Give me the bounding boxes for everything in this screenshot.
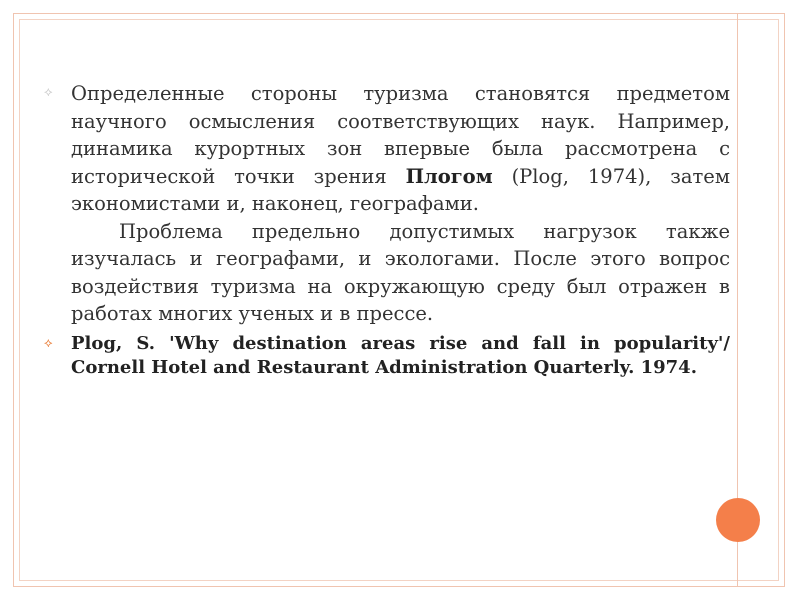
paragraph-2: Проблема предельно допустимых нагрузок также изучалась и географами, и экологами. После этого вопрос воздействия туризма на окружающую среду был отражен в работах многих ученых и в прессе. bbox=[71, 219, 730, 325]
paragraph-1 bbox=[71, 80, 730, 218]
accent-circle bbox=[716, 498, 760, 542]
paragraph-1-after-bold: (Plog, 1974), затем экономистами и, наконец, географами. bbox=[71, 164, 731, 215]
slide-content bbox=[44, 80, 730, 381]
reference-text: Plog, S. 'Why destination areas rise and fall in popularity'/ Cornell Hotel and Restaurant Administration Quarterly. 1974. bbox=[71, 332, 730, 378]
bullet-item-main-text bbox=[44, 80, 730, 328]
bullet-arrow-icon: ⟡ bbox=[44, 335, 53, 351]
bullet-item-reference bbox=[44, 332, 730, 381]
paragraph-1-before-bold: Определенные стороны туризма становятся предметом научного осмысления соответствующих наук. Например, динамика курортных зон впервые была рассмотрена с исторической точки зрения bbox=[71, 82, 730, 188]
paragraph-1-bold: Плогом bbox=[405, 164, 493, 188]
bullet-arrow-icon: ⟡ bbox=[44, 85, 53, 100]
